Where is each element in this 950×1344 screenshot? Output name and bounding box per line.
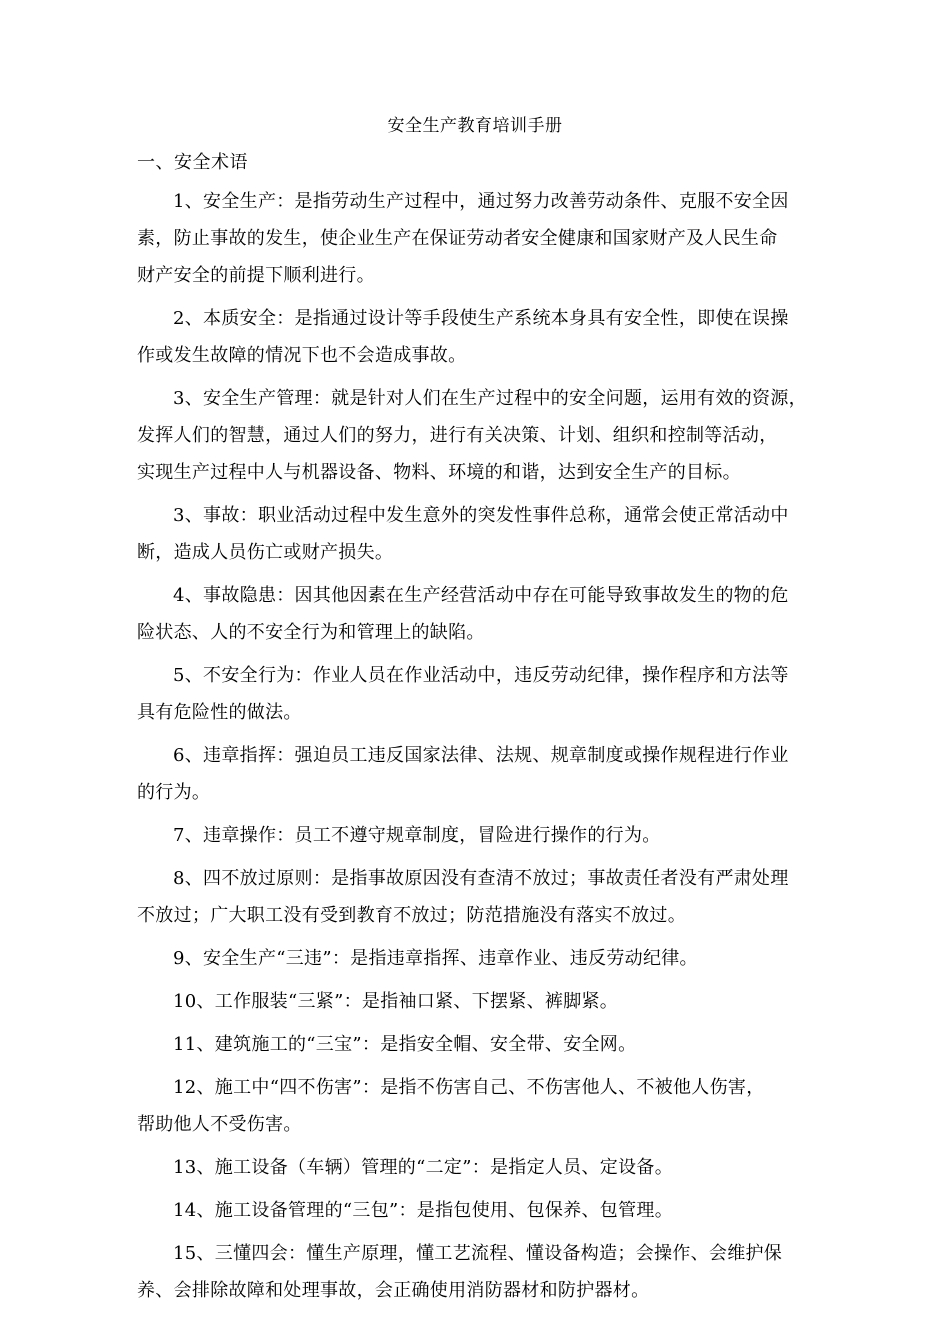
paragraph-line: 断，造成人员伤亡或财产损失。 [137, 542, 394, 563]
term-paragraph [137, 817, 817, 854]
term-paragraph [137, 300, 817, 374]
paragraph-line: 2、本质安全：是指通过设计等手段使生产系统本身具有安全性，即使在误操 [173, 308, 789, 329]
document-title: 安全生产教育培训手册 [387, 116, 563, 136]
term-paragraph [137, 657, 817, 731]
term-paragraph [137, 1026, 817, 1063]
paragraph-line: 15、三懂四会：懂生产原理，懂工艺流程、懂设备构造；会操作、会维护保 [173, 1243, 783, 1264]
term-paragraph [137, 380, 817, 491]
paragraph-line: 的行为。 [137, 782, 211, 803]
paragraph-line: 不放过；广大职工没有受到教育不放过；防范措施没有落实不放过。 [137, 905, 686, 926]
document-body [137, 183, 817, 1315]
paragraph-line: 素，防止事故的发生，使企业生产在保证劳动者安全健康和国家财产及人民生命 [137, 228, 778, 249]
term-paragraph [137, 737, 817, 811]
paragraph-line: 财产安全的前提下顺利进行。 [137, 265, 375, 286]
paragraph-line: 实现生产过程中人与机器设备、物料、环境的和谐，达到安全生产的目标。 [137, 462, 741, 483]
term-paragraph [137, 1192, 817, 1229]
term-paragraph [137, 940, 817, 977]
paragraph-line: 4、事故隐患：因其他因素在生产经营活动中存在可能导致事故发生的物的危 [173, 585, 789, 606]
paragraph-line: 作或发生故障的情况下也不会造成事故。 [137, 345, 467, 366]
paragraph-line: 发挥人们的智慧，通过人们的努力，进行有关决策、计划、组织和控制等活动， [137, 425, 778, 446]
paragraph-line: 帮助他人不受伤害。 [137, 1114, 302, 1135]
paragraph-line: 1、安全生产：是指劳动生产过程中，通过努力改善劳动条件、克服不安全因 [173, 191, 789, 212]
paragraph-line: 养、会排除故障和处理事故，会正确使用消防器材和防护器材。 [137, 1280, 650, 1301]
paragraph-line: 6、违章指挥：强迫员工违反国家法律、法规、规章制度或操作规程进行作业 [173, 745, 789, 766]
paragraph-line: 9、安全生产“三违”：是指违章指挥、违章作业、违反劳动纪律。 [173, 948, 698, 969]
paragraph-line: 11、建筑施工的“三宝”：是指安全帽、安全带、安全网。 [173, 1034, 637, 1055]
term-paragraph [137, 1235, 817, 1309]
paragraph-line: 13、施工设备（车辆）管理的“二定”：是指定人员、定设备。 [173, 1157, 674, 1178]
term-paragraph [137, 983, 817, 1020]
paragraph-line: 5、不安全行为：作业人员在作业活动中，违反劳动纪律，操作程序和方法等 [173, 665, 789, 686]
paragraph-line: 14、施工设备管理的“三包”：是指包使用、包保养、包管理。 [173, 1200, 674, 1221]
paragraph-line: 3、安全生产管理：就是针对人们在生产过程中的安全问题，运用有效的资源， [173, 388, 807, 409]
paragraph-line: 险状态、人的不安全行为和管理上的缺陷。 [137, 622, 485, 643]
term-paragraph [137, 497, 817, 571]
term-paragraph [137, 183, 817, 294]
paragraph-line: 8、四不放过原则：是指事故原因没有查清不放过；事故责任者没有严肃处理 [173, 868, 789, 889]
paragraph-line: 具有危险性的做法。 [137, 702, 302, 723]
term-paragraph [137, 577, 817, 651]
paragraph-line: 10、工作服装“三紧”：是指袖口紧、下摆紧、裤脚紧。 [173, 991, 619, 1012]
section-heading: 一、安全术语 [137, 152, 248, 173]
paragraph-line: 7、违章操作：员工不遵守规章制度，冒险进行操作的行为。 [173, 825, 661, 846]
paragraph-line: 3、事故：职业活动过程中发生意外的突发性事件总称，通常会使正常活动中 [173, 505, 789, 526]
term-paragraph [137, 860, 817, 934]
term-paragraph [137, 1069, 817, 1143]
paragraph-line: 12、施工中“四不伤害”：是指不伤害自己、不伤害他人、不被他人伤害， [173, 1077, 765, 1098]
term-paragraph [137, 1149, 817, 1186]
